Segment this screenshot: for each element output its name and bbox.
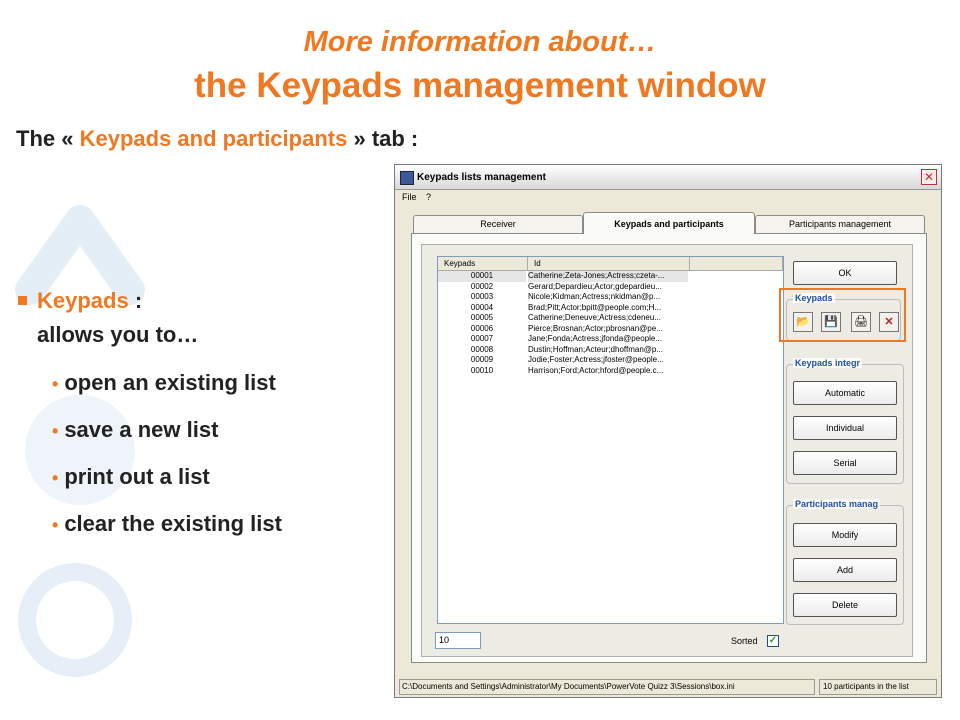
participant-id-cell: Catherine;Zeta-Jones;Actress;czeta-... (528, 271, 688, 282)
list-row[interactable] (438, 271, 783, 282)
keypads-lists-window (394, 164, 942, 698)
participants-group-label: Participants manag (795, 499, 879, 509)
subtitle-prefix: The « (16, 126, 74, 151)
window-titlebar[interactable] (395, 165, 941, 190)
list-row[interactable] (438, 366, 783, 377)
modify-button[interactable]: Modify (793, 523, 897, 547)
sub-bullet-text: save a new list (64, 417, 219, 442)
column-header-id[interactable]: Id (528, 257, 690, 270)
automatic-button[interactable]: Automatic (793, 381, 897, 405)
menu-file[interactable]: File (402, 192, 417, 202)
integration-group-label: Keypads integr (795, 358, 861, 368)
list-row[interactable] (438, 345, 783, 356)
square-bullet-icon (18, 296, 27, 305)
bullet-colon: : (134, 288, 143, 313)
sub-bullet-item (52, 413, 282, 460)
sub-bullet-text: open an existing list (64, 370, 276, 395)
individual-button[interactable]: Individual (793, 416, 897, 440)
keypads-icons-highlight (779, 288, 906, 342)
keypad-number-cell: 00001 (438, 271, 526, 282)
list-row[interactable] (438, 303, 783, 314)
menu-bar (395, 192, 431, 206)
print-icon[interactable]: 🖨 (851, 312, 871, 332)
open-folder-icon[interactable]: 📂 (793, 312, 813, 332)
sub-bullet-list (52, 366, 282, 554)
keypad-number-cell: 00009 (470, 355, 494, 364)
keypads-list[interactable] (437, 256, 784, 624)
bullet-keypads (18, 284, 198, 352)
keypad-number-cell: 00004 (470, 302, 494, 312)
bullet-keyword: Keypads (37, 288, 129, 313)
status-participant-count: 10 participants in the list (819, 679, 937, 695)
sub-bullet-text: print out a list (64, 464, 210, 489)
list-row[interactable] (438, 324, 783, 335)
slide-subtitle (16, 126, 418, 152)
keypad-number-cell: 00008 (470, 344, 494, 354)
dot-bullet-icon: • (52, 421, 59, 441)
list-row[interactable] (438, 313, 783, 324)
add-button[interactable]: Add (793, 558, 897, 582)
keypad-number-cell: 00010 (470, 365, 494, 375)
tab-receiver[interactable]: Receiver (413, 215, 583, 233)
bullet-description: allows you to… (37, 322, 199, 347)
sub-bullet-text: clear the existing list (64, 511, 282, 536)
keypad-number-cell: 00006 (470, 323, 494, 333)
list-header (438, 257, 783, 271)
participant-id-cell: Jodie;Foster;Actress;jfoster@people... (528, 355, 664, 364)
participant-id-cell: Catherine;Deneuve;Actress;cdeneu... (528, 313, 661, 322)
sub-bullet-item (52, 460, 282, 507)
keypad-number-cell: 00002 (470, 281, 494, 291)
subtitle-suffix: » tab : (353, 126, 419, 151)
list-row[interactable] (438, 292, 783, 303)
participant-id-cell: Pierce;Brosnan;Actor;pbrosnan@pe... (528, 323, 663, 333)
participant-count-input[interactable]: 10 (435, 632, 481, 649)
sorted-checkbox[interactable]: ✓ (768, 635, 778, 646)
list-row[interactable] (438, 334, 783, 345)
participant-id-cell: Jane;Fonda;Actress;jfonda@people... (528, 334, 662, 343)
participant-id-cell: Dustin;Hoffman;Acteur;dhoffman@p... (528, 344, 664, 354)
slide-title-line1: More information about… (303, 26, 657, 58)
column-header-keypads[interactable]: Keypads (438, 257, 528, 270)
dot-bullet-icon: • (52, 468, 59, 488)
window-title: Keypads lists management (417, 172, 546, 183)
tab-participants-management[interactable]: Participants management (755, 215, 925, 233)
app-icon (400, 171, 414, 185)
sub-bullet-item (52, 507, 282, 554)
sorted-label: Sorted (731, 636, 758, 646)
ok-button[interactable]: OK (793, 261, 897, 285)
keypads-group-label: Keypads (795, 293, 833, 303)
subtitle-highlight: Keypads and participants (79, 126, 348, 151)
sub-bullet-item (52, 366, 282, 413)
slide-title-line2: the Keypads management window (194, 66, 766, 105)
column-header-empty (690, 257, 783, 270)
participant-id-cell: Harrison;Ford;Actor;hford@people.c... (528, 365, 664, 375)
status-file-path: C:\Documents and Settings\Administrator\My Documents\PowerVote Quizz 3\Sessions\box.ini (399, 679, 815, 695)
list-rows (438, 271, 783, 376)
keypad-number-cell: 00005 (470, 313, 494, 322)
participant-id-cell: Brad;Pitt;Actor;bpitt@people.com;H... (528, 302, 662, 312)
dot-bullet-icon: • (52, 515, 59, 535)
list-row[interactable] (438, 282, 783, 293)
close-icon[interactable]: ✕ (921, 169, 937, 185)
delete-button[interactable]: Delete (793, 593, 897, 617)
tab-keypads-and-participants[interactable]: Keypads and participants (583, 212, 755, 234)
participant-id-cell: Nicole;Kidman;Actress;nkidman@p... (528, 292, 661, 301)
keypad-number-cell: 00003 (470, 292, 494, 301)
participant-id-cell: Gerard;Depardieu;Actor;gdepardieu... (528, 281, 662, 291)
menu-help[interactable]: ? (426, 192, 432, 202)
list-row[interactable] (438, 355, 783, 366)
keypad-number-cell: 00007 (470, 334, 494, 343)
dot-bullet-icon: • (52, 374, 59, 394)
serial-button[interactable]: Serial (793, 451, 897, 475)
save-disk-icon[interactable]: 💾 (821, 312, 841, 332)
clear-list-icon[interactable]: ✕ (879, 312, 899, 332)
